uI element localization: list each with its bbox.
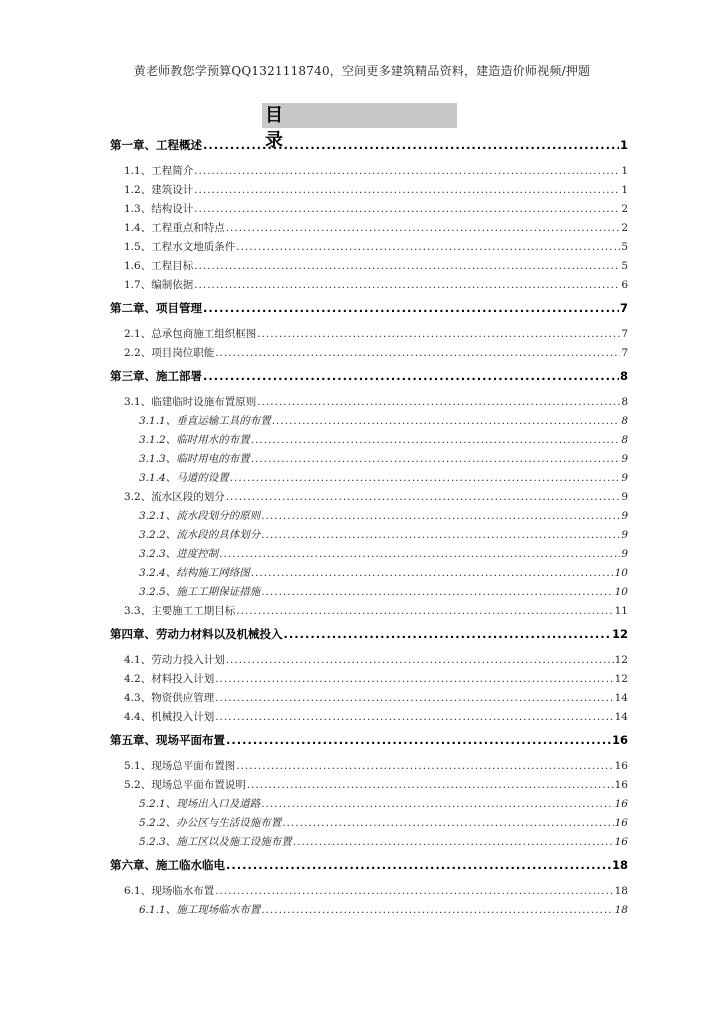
toc-dot-leader [261,904,613,916]
toc-chapter-entry[interactable] [110,732,628,748]
toc-page-number: 10 [614,586,628,598]
toc-entry-label: 1.2、建筑设计 [124,184,194,196]
toc-dot-leader [194,203,620,215]
toc-page-number: 7 [621,328,628,340]
toc-entry[interactable] [124,489,628,504]
toc-dot-leader [215,673,613,685]
toc-entry[interactable] [124,603,628,618]
toc-entry[interactable] [124,690,628,705]
toc-dot-leader [230,472,621,484]
toc-entry-label: 3.1.1、垂直运输工具的布置 [139,415,271,427]
toc-entry-label: 5.2.2、办公区与生活设施布置 [139,817,282,829]
toc-entry-label: 5.1、现场总平面布置图 [124,760,236,772]
toc-dot-leader [226,654,614,666]
toc-dot-leader [203,138,619,152]
toc-page-number: 12 [614,654,628,666]
toc-entry-label: 3.2、流水区段的划分 [124,491,225,503]
toc-page-number: 1 [621,184,628,196]
toc-entry-label: 第一章、工程概述 [110,138,202,152]
toc-chapter-entry[interactable] [110,137,628,153]
toc-page-number: 16 [614,760,628,772]
toc-dot-leader [215,347,620,359]
toc-dot-leader [194,260,620,272]
toc-entry-label: 3.2.5、施工工期保证措施 [139,586,261,598]
toc-entry-label: 1.3、结构设计 [124,203,194,215]
toc-entry[interactable] [139,508,628,523]
toc-entry-label: 5.2.3、施工区以及施工设施布置 [139,836,292,848]
toc-page-number: 18 [611,858,628,872]
toc-dot-leader [226,858,611,872]
toc-entry[interactable] [139,584,628,599]
toc-entry[interactable] [124,777,628,792]
toc-chapter-entry[interactable] [110,857,628,873]
toc-entry[interactable] [139,546,628,561]
toc-page-number: 2 [621,203,628,215]
toc-page-number: 9 [621,510,628,522]
toc-dot-leader [272,415,621,427]
toc-title: 目 录 [265,105,289,151]
toc-page-number: 16 [614,836,628,848]
toc-dot-leader [236,605,613,617]
toc-entry-label: 1.7、编制依据 [124,279,194,291]
toc-entry[interactable] [139,902,628,917]
toc-entry[interactable] [124,394,628,409]
toc-entry[interactable] [139,451,628,466]
toc-page-number: 9 [621,529,628,541]
toc-dot-leader [194,184,620,196]
toc-entry[interactable] [139,527,628,542]
toc-entry-label: 1.1、工程简介 [124,165,194,177]
toc-chapter-entry[interactable] [110,626,628,642]
toc-entry-label: 5.2、现场总平面布置说明 [124,779,246,791]
toc-page-number: 2 [621,222,628,234]
toc-page-number: 18 [614,904,628,916]
toc-dot-leader [293,836,614,848]
toc-page-number: 5 [621,241,628,253]
toc-entry[interactable] [124,220,628,235]
toc-page-number: 12 [614,673,628,685]
toc-entry[interactable] [124,758,628,773]
toc-page-number: 16 [614,817,628,829]
toc-entry-label: 3.2.3、进度控制 [139,548,219,560]
toc-entry[interactable] [124,163,628,178]
toc-page-number: 7 [621,347,628,359]
toc-entry-label: 5.2.1、现场出入口及道路 [139,798,261,810]
toc-entry-label: 3.2.2、流水段的具体划分 [139,529,261,541]
toc-entry-label: 3.1.3、临时用电的布置 [139,453,250,465]
toc-page-number: 9 [621,491,628,503]
toc-page-number: 9 [621,453,628,465]
toc-dot-leader [226,491,621,503]
toc-entry[interactable] [124,671,628,686]
toc-page-number: 14 [614,692,628,704]
toc-dot-leader [194,165,620,177]
toc-chapter-entry[interactable] [110,368,628,384]
toc-page-number: 8 [621,396,628,408]
toc-dot-leader [215,885,613,897]
toc-entry-label: 1.4、工程重点和特点 [124,222,225,234]
toc-dot-leader [247,779,614,791]
toc-entry-label: 第六章、施工临水临电 [110,858,225,872]
toc-dot-leader [226,733,611,747]
toc-entry-label: 第三章、施工部署 [110,369,202,383]
toc-entry-label: 4.4、机械投入计划 [124,711,215,723]
toc-entry[interactable] [139,432,628,447]
toc-entry[interactable] [124,239,628,254]
toc-page-number: 10 [614,567,628,579]
toc-dot-leader [236,241,620,253]
toc-dot-leader [251,567,614,579]
toc-page-number: 16 [614,779,628,791]
toc-page-number: 16 [611,733,628,747]
toc-page-number: 11 [614,605,628,617]
toc-entry-label: 3.1、临建临时设施布置原则 [124,396,257,408]
toc-dot-leader [251,434,621,446]
toc-dot-leader [203,301,619,315]
toc-entry[interactable] [124,326,628,341]
toc-entry[interactable] [124,277,628,292]
toc-page-number: 9 [621,548,628,560]
toc-dot-leader [203,369,619,383]
toc-page-number: 1 [621,165,628,177]
toc-entry[interactable] [124,345,628,360]
toc-entry-label: 1.6、工程目标 [124,260,194,272]
page-header: 黄老师教您学预算QQ1321118740，空间更多建筑精品资料，建造造价师视频/押题 [133,64,591,78]
toc-dot-leader [219,548,620,560]
toc-dot-leader [284,627,611,641]
toc-entry-label: 4.3、物资供应管理 [124,692,215,704]
toc-entry-label: 3.1.4、马道的设置 [139,472,229,484]
toc-page-number: 16 [614,798,628,810]
toc-page-number: 9 [621,472,628,484]
toc-entry-label: 2.1、总承包商施工组织框图 [124,328,257,340]
toc-dot-leader [261,510,620,522]
toc-page-number: 1 [619,138,628,152]
toc-entry-label: 1.5、工程水文地质条件 [124,241,236,253]
toc-entry[interactable] [139,815,628,830]
toc-dot-leader [282,817,613,829]
toc-entry[interactable] [139,413,628,428]
toc-entry[interactable] [124,652,628,667]
toc-dot-leader [194,279,620,291]
toc-page-number: 18 [614,885,628,897]
toc-entry-label: 第五章、现场平面布置 [110,733,225,747]
toc-entry[interactable] [139,796,628,811]
toc-entry-label: 3.3、主要施工工期目标 [124,605,236,617]
toc-page-number: 8 [621,415,628,427]
toc-dot-leader [261,586,613,598]
toc-dot-leader [261,529,620,541]
toc-page-number: 5 [621,260,628,272]
toc-entry-label: 4.2、材料投入计划 [124,673,215,685]
toc-entry-label: 6.1.1、施工现场临水布置 [139,904,261,916]
toc-entry[interactable] [139,470,628,485]
toc-entry-label: 3.1.2、临时用水的布置 [139,434,250,446]
toc-dot-leader [215,692,613,704]
toc-entry-label: 第二章、项目管理 [110,301,202,315]
toc-page-number: 12 [611,627,628,641]
toc-dot-leader [215,711,613,723]
toc-entry[interactable] [139,834,628,849]
toc-page-number: 14 [614,711,628,723]
toc-entry[interactable] [139,565,628,580]
toc-chapter-entry[interactable] [110,300,628,316]
toc-entry[interactable] [124,709,628,724]
toc-dot-leader [261,798,613,810]
toc-page-number: 8 [619,369,628,383]
toc-entry-label: 3.2.1、流水段划分的原则 [139,510,261,522]
toc-entry-label: 6.1、现场临水布置 [124,885,215,897]
toc-entry[interactable] [124,883,628,898]
toc-entry[interactable] [124,258,628,273]
toc-entry-label: 第四章、劳动力材料以及机械投入 [110,627,283,641]
toc-entry-label: 4.1、劳动力投入计划 [124,654,225,666]
toc-entry[interactable] [124,182,628,197]
toc-page-number: 8 [621,434,628,446]
toc-page-number: 6 [621,279,628,291]
toc-entry[interactable] [124,201,628,216]
toc-dot-leader [251,453,621,465]
toc-entry-label: 3.2.4、结构施工网络图 [139,567,250,579]
toc-dot-leader [236,760,613,772]
toc-entry-label: 2.2、项目岗位职能 [124,347,215,359]
toc-dot-leader [226,222,621,234]
toc-dot-leader [257,396,620,408]
toc-page-number: 7 [619,301,628,315]
toc-dot-leader [257,328,620,340]
